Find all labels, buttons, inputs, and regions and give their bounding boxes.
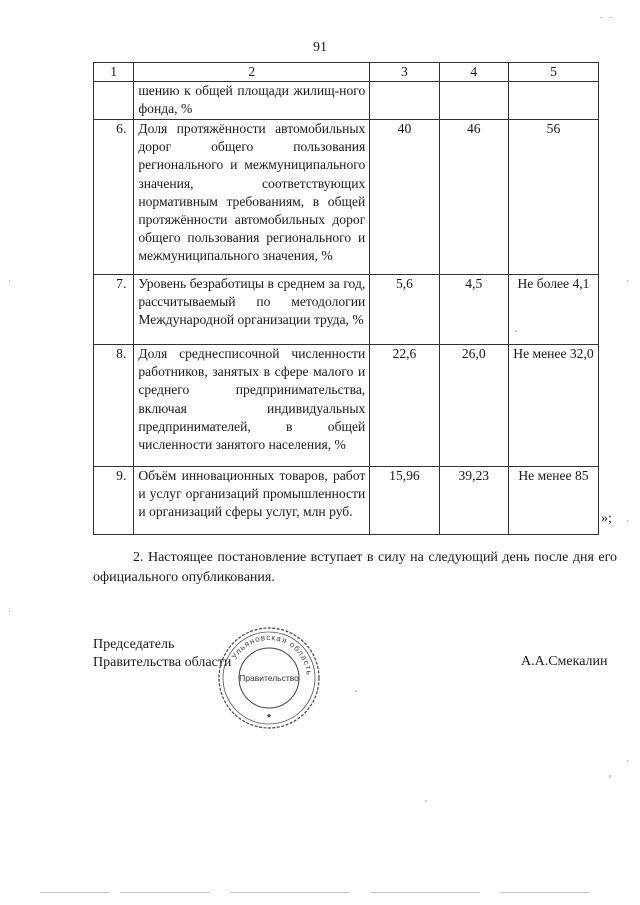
- row-value-3: Не более 4,1: [508, 275, 598, 345]
- row-value-1: 40: [370, 120, 439, 275]
- header-col-5: 5: [508, 63, 598, 82]
- row-value-3: Не менее 85: [508, 467, 598, 535]
- row-value-3: [508, 82, 598, 120]
- row-number: 7.: [94, 275, 134, 345]
- page-number: 91: [313, 40, 327, 55]
- signatory-title: [93, 636, 231, 672]
- table-row: [94, 82, 599, 120]
- row-value-3: 56: [508, 120, 598, 275]
- row-value-2: [439, 82, 508, 120]
- paragraph-effective-date: 2. Настоящее постановление вступает в силу на следующий день после дня его официального опубликования.: [93, 550, 617, 585]
- table-row: [94, 275, 599, 345]
- row-value-2: 46: [439, 120, 508, 275]
- row-indicator: Доля протяжённости автомобильных дорог общего пользования регионального и межмуниципального значения, соответствующих нормативным требованиям, в общей протяжённости автомобильных дорог общего пользования регионального и межмуниципального значения, %: [134, 120, 370, 275]
- table-header-row: [94, 63, 599, 82]
- official-seal: [216, 625, 322, 731]
- header-col-2: 2: [134, 63, 370, 82]
- row-value-2: 4,5: [439, 275, 508, 345]
- seal-star-icon: ★: [265, 712, 273, 720]
- signatory-title-line-1: Председатель: [93, 637, 175, 652]
- header-col-1: 1: [94, 63, 134, 82]
- signatory-name: А.А.Смекалин: [521, 654, 608, 669]
- row-number: 9.: [94, 467, 134, 535]
- row-value-1: 5,6: [370, 275, 439, 345]
- row-value-2: 26,0: [439, 345, 508, 467]
- row-indicator: Объём инновационных товаров, работ и услуг организаций промышленности и организаций сферы услуг, млн руб.: [134, 467, 370, 535]
- row-value-3: Не менее 32,0: [508, 345, 598, 467]
- header-col-3: 3: [370, 63, 439, 82]
- seal-center-text: Правительство: [239, 673, 299, 683]
- header-col-4: 4: [439, 63, 508, 82]
- table-row: [94, 345, 599, 467]
- indicators-table: [93, 62, 599, 535]
- row-indicator: Доля среднесписочной численности работников, занятых в сфере малого и среднего предпринимательства, включая индивидуальных предпринимателей, в общей численности занятого населения, %: [134, 345, 370, 467]
- row-number: 6.: [94, 120, 134, 275]
- row-indicator: Уровень безработицы в среднем за год, рассчитываемый по методологии Международной организации труда, %: [134, 275, 370, 345]
- row-value-2: 39,23: [439, 467, 508, 535]
- row-value-1: 22,6: [370, 345, 439, 467]
- row-number: 8.: [94, 345, 134, 467]
- row-indicator: шению к общей площади жилищ-ного фонда, %: [134, 82, 370, 120]
- table-row: [94, 120, 599, 275]
- seal-ring-text: Ульяновская область: [229, 632, 314, 677]
- row-value-1: 15,96: [370, 467, 439, 535]
- row-value-1: [370, 82, 439, 120]
- table-row: [94, 467, 599, 535]
- row-number: [94, 82, 134, 120]
- signatory-title-line-2: Правительства области: [93, 655, 232, 670]
- closing-quote: »;: [601, 511, 612, 526]
